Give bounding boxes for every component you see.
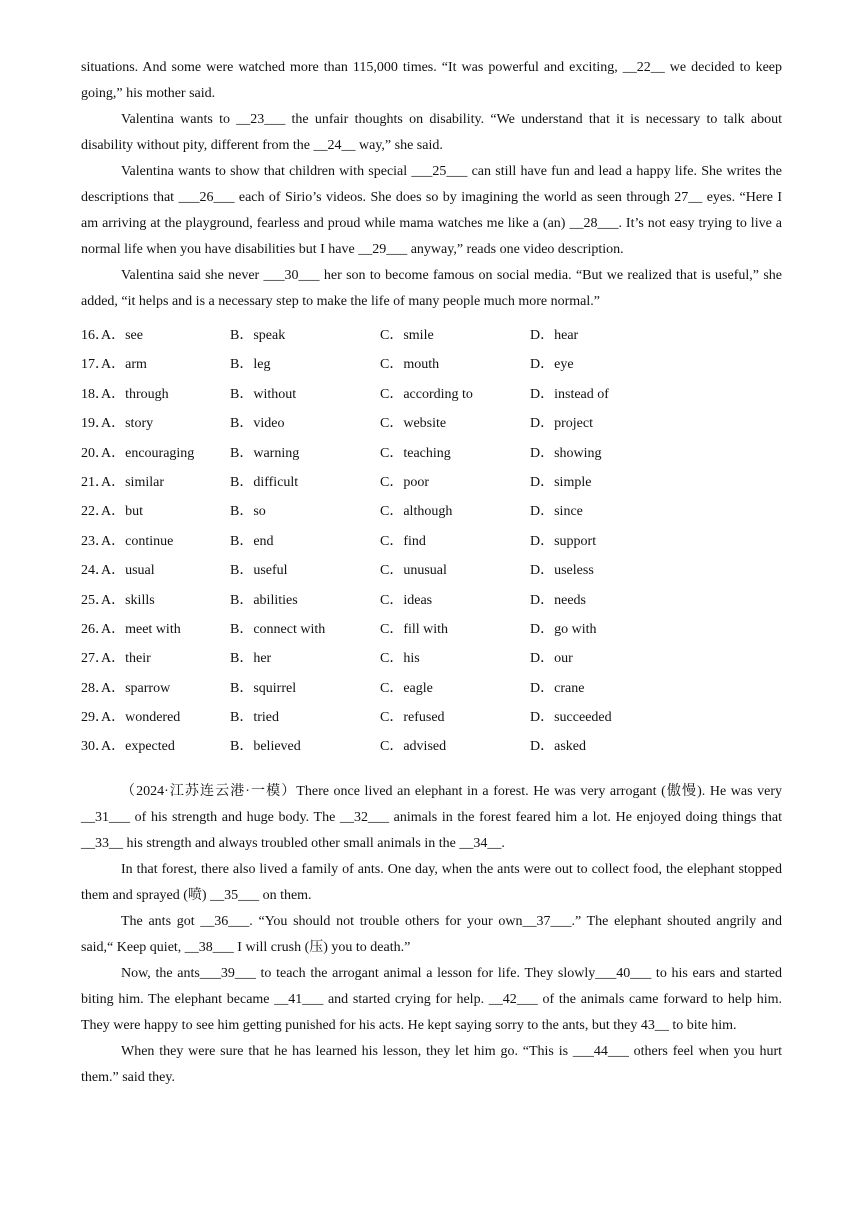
question-number: 17． — [81, 357, 109, 373]
option-d: D．our — [530, 651, 573, 667]
option-row — [81, 494, 782, 523]
paragraph: Now, the ants___39___ to teach the arrogant animal a lesson for life. They slowly___40___ to his ears and started biting him. The elephant became __41___ and started crying for help. __42___ of the animals came forward to help him. They were happy to see him getting punished for his acts. He kept saying sorry to the ants, but they 43__ to bite him. — [81, 965, 782, 1033]
option-c: C．fill with — [380, 621, 449, 637]
question-number: 26． — [81, 621, 109, 637]
question-number: 30． — [81, 739, 109, 755]
option-row — [81, 729, 782, 758]
option-d: D．instead of — [530, 386, 609, 402]
option-a: A．their — [101, 651, 151, 667]
option-c: C．advised — [380, 739, 447, 755]
option-c: C．his — [380, 651, 420, 667]
option-d: D．showing — [530, 445, 602, 461]
option-row — [81, 583, 782, 612]
option-c: C．according to — [380, 386, 473, 402]
option-b: B．speak — [230, 328, 286, 343]
option-d: D．needs — [530, 592, 586, 608]
option-d: D．useless — [530, 563, 594, 579]
option-b: B．connect with — [230, 621, 326, 637]
option-a: A．usual — [101, 563, 155, 579]
option-a: A．story — [101, 416, 154, 432]
question-number: 22． — [81, 504, 109, 520]
passage-2 — [81, 779, 782, 1091]
option-a: A．wondered — [101, 710, 181, 726]
option-b: B．her — [230, 651, 272, 667]
option-d: D．asked — [530, 739, 586, 755]
option-a: A．expected — [101, 739, 175, 755]
question-number: 29． — [81, 710, 109, 726]
option-c: C．although — [380, 504, 453, 520]
option-b: B．end — [230, 533, 274, 549]
option-row — [81, 612, 782, 641]
option-a: A．but — [101, 504, 143, 520]
option-b: B．so — [230, 504, 266, 520]
option-d: D．simple — [530, 474, 592, 490]
option-a: A．similar — [101, 474, 164, 490]
worksheet-page — [81, 55, 782, 1091]
option-b: B．difficult — [230, 474, 299, 490]
paragraph: The ants got __36___. “You should not trouble others for your own__37___.” The elephant shouted angrily and said,“ Keep quiet, __38___ I will crush (压) you to death.” — [81, 913, 782, 955]
option-b: B．squirrel — [230, 680, 297, 696]
paragraph: In that forest, there also lived a family of ants. One day, when the ants were out to collect food, the elephant stopped them and sprayed (喷) __35___ on them. — [81, 861, 782, 903]
option-c: C．website — [380, 416, 447, 432]
option-d: D．eye — [530, 357, 574, 373]
option-row — [81, 377, 782, 406]
option-row — [81, 671, 782, 700]
option-row — [81, 436, 782, 465]
option-b: B．abilities — [230, 592, 298, 608]
paragraph: （2024·江苏连云港·一模）There once lived an elephant in a forest. He was very arrogant (傲慢). He was very __31___ of his strength and huge body. The __32___ animals in the forest feared him a lot. He enjoyed doing things that __33__ his strength and always troubled other small animals in the __34__. — [81, 783, 782, 851]
option-row — [81, 347, 782, 376]
paragraph: situations. And some were watched more than 115,000 times. “It was powerful and exciting, __22__ we decided to keep going,” his mother said. — [81, 60, 782, 101]
option-a: A．meet with — [101, 621, 181, 637]
option-b: B．without — [230, 386, 297, 402]
option-d: D．crane — [530, 680, 585, 696]
option-a: A．skills — [101, 592, 155, 608]
option-row — [81, 641, 782, 670]
option-d: D．support — [530, 533, 597, 549]
paragraph: Valentina said she never ___30___ her son to become famous on social media. “But we realized that is useful,” she added, “it helps and is a necessary step to make the life of many people much more normal.” — [81, 268, 782, 309]
option-d: D．hear — [530, 328, 579, 343]
question-number: 23． — [81, 533, 109, 549]
option-c: C．eagle — [380, 680, 433, 696]
option-row — [81, 318, 782, 347]
question-number: 24． — [81, 563, 109, 579]
option-c: C．smile — [380, 328, 434, 343]
option-a: A．through — [101, 386, 169, 402]
option-d: D．go with — [530, 621, 597, 637]
option-b: B．tried — [230, 710, 279, 726]
paragraph: Valentina wants to __23___ the unfair thoughts on disability. “We understand that it is necessary to talk about disability without pity, different from the __24__ way,” she said. — [81, 112, 782, 153]
option-a: A．encouraging — [101, 445, 195, 461]
passage-1 — [81, 55, 782, 315]
option-d: D．since — [530, 504, 583, 520]
option-b: B．warning — [230, 445, 300, 461]
paragraph: When they were sure that he has learned his lesson, they let him go. “This is ___44___ others feel when you hurt them.” said they. — [81, 1043, 782, 1085]
option-b: B．leg — [230, 357, 271, 373]
option-row — [81, 524, 782, 553]
option-a: A．arm — [101, 357, 147, 373]
option-a: A．see — [101, 328, 143, 343]
option-c: C．teaching — [380, 445, 451, 461]
option-c: C．poor — [380, 474, 429, 490]
option-c: C．unusual — [380, 563, 447, 579]
question-number: 20． — [81, 445, 109, 461]
option-c: C．ideas — [380, 592, 433, 608]
option-d: D．project — [530, 416, 593, 432]
option-c: C．mouth — [380, 357, 440, 373]
option-b: B．video — [230, 416, 285, 432]
option-row — [81, 465, 782, 494]
option-row — [81, 700, 782, 729]
question-number: 19． — [81, 416, 109, 432]
answer-options — [81, 318, 782, 759]
option-a: A．continue — [101, 533, 174, 549]
question-number: 27． — [81, 651, 109, 667]
option-d: D．succeeded — [530, 710, 612, 726]
question-number: 28． — [81, 680, 109, 696]
option-c: C．refused — [380, 710, 445, 726]
option-a: A．sparrow — [101, 680, 171, 696]
option-b: B．useful — [230, 563, 288, 579]
paragraph: Valentina wants to show that children with special ___25___ can still have fun and lead a happy life. She writes the descriptions that ___26___ each of Sirio’s videos. She does so by imagining the world as seen through 27__ eyes. “Here I am arriving at the playground, fearless and proud while mama watches me like a (an) __28___. It’s not easy trying to live a normal life when you have disabilities but I have __29___ anyway,” reads one video description. — [81, 164, 782, 257]
question-number: 18． — [81, 386, 109, 402]
question-number: 16． — [81, 328, 109, 343]
option-c: C．find — [380, 533, 426, 549]
option-row — [81, 553, 782, 582]
question-number: 25． — [81, 592, 109, 608]
option-row — [81, 406, 782, 435]
question-number: 21． — [81, 474, 109, 490]
option-b: B．believed — [230, 739, 301, 755]
